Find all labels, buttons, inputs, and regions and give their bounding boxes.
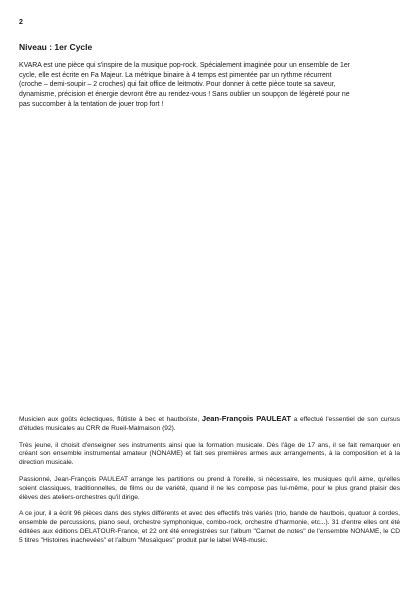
page-number: 2 <box>19 19 23 26</box>
bio-paragraph: Passionné, Jean-François PAULEAT arrange les partitions ou prend à l'oreille, si nécessaire, les musiques qu'il aime, qu'elles soient classiques, traditionnelles, de films ou de variété, quand il ne les compose pas lui-même, pour le plus grand plaisir des élèves des ateliers-orchestres qu'il dirige. <box>19 475 400 501</box>
bio-intro-text: Musicien aux goûts éclectiques, flûtiste à bec et hautboïste, <box>19 416 202 423</box>
composer-biography <box>19 415 400 554</box>
bio-intro-text-end: a effectué l'essentiel de son cursus d'études musicales au CRR de Rueil-Malmaison (92). <box>19 416 400 432</box>
piece-description <box>19 61 419 110</box>
level-heading: Niveau : 1er Cycle <box>19 42 93 52</box>
description-line: dynamisme, précision et énergie devront être au rendez-vous ! Sans oublier un soupçon de légèreté pour ne <box>19 91 350 99</box>
bio-paragraph: A ce jour, il a écrit 96 pièces dans des styles différents et avec des effectifs très variés (trio, bande de hautbois, quatuor à cordes, ensemble de percussions, piano seul, orchestre symphonique, combo-rock, orchestre d'harmonie, etc...). 31 d'entre elles ont été éditées aux éditions DELATOUR-France, et 22 ont été enregistrées sur l'album "Carnet de notes" de l'ensemble NONAME, le CD 5 titres "Histoires inachevées" et l'album "Mosaïques" produit par le label W48-music. <box>19 510 400 544</box>
bio-paragraph: Très jeune, il choisit d'enseigner ses instruments ainsi que la formation musicale. Dès l'âge de 17 ans, il se fait remarquer en créant son ensemble instrumental amateur (NONAME) et fait ses premières armes aux arrangements, à la composition et à la direction musicale. <box>19 441 400 467</box>
bio-paragraph <box>19 415 400 434</box>
description-line: (croche – demi-soupir – 2 croches) qui fait office de leitmotiv. Pour donner à cette pièce toute sa saveur, <box>19 81 336 89</box>
composer-name: Jean-François PAULEAT <box>201 414 291 423</box>
description-line: pas succomber à la tentation de jouer trop fort ! <box>19 100 164 108</box>
description-line: KVARA est une pièce qui s'inspire de la musique pop-rock. Spécialement imaginée pour un ensemble de 1er <box>19 62 350 69</box>
description-line: cycle, elle est écrite en Fa Majeur. La métrique binaire à 4 temps est pimentée par un rythme récurrent <box>19 71 332 79</box>
